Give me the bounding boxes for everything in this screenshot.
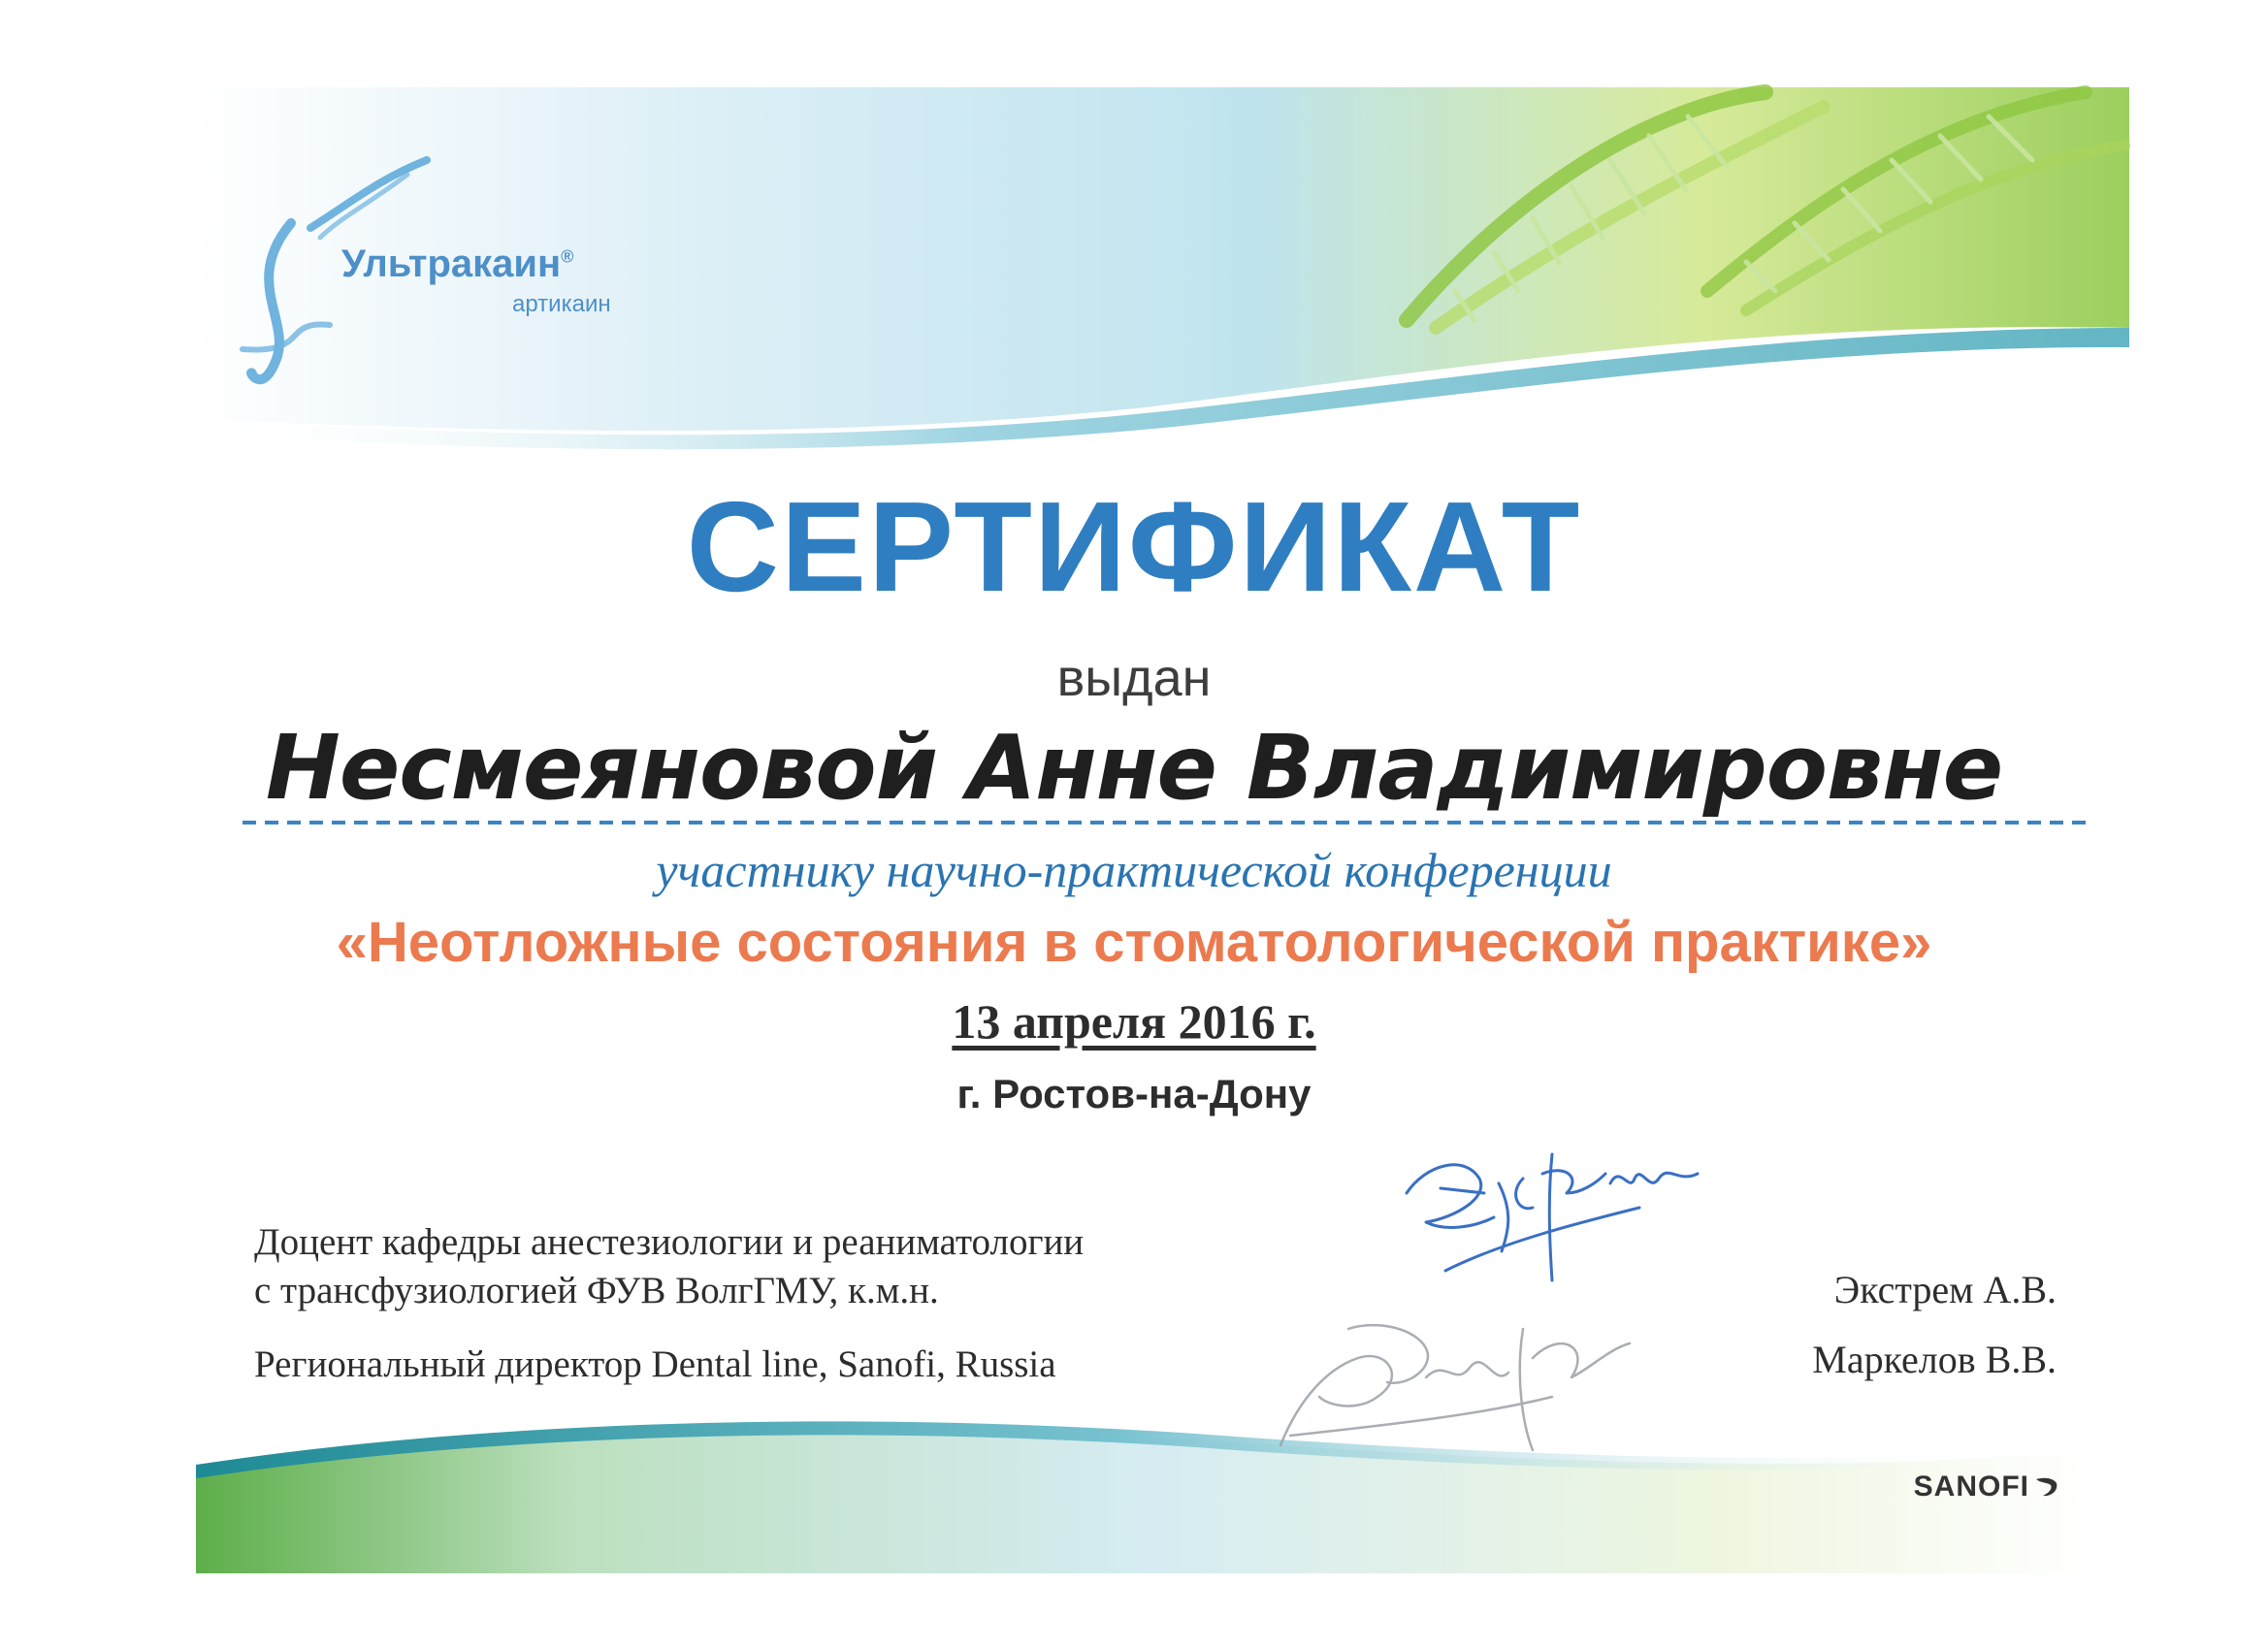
- participant-text: участнику научно-практической конференции: [656, 843, 1612, 897]
- signatory-1-name: Экстрем А.В.: [1833, 1268, 2057, 1311]
- event-city: г. Ростов-на-Дону: [956, 1071, 1312, 1116]
- signature-1-icon: [1387, 1125, 1717, 1300]
- issued-label: выдан: [1056, 649, 1212, 707]
- certificate-title: СЕРТИФИКАТ: [686, 475, 1582, 618]
- signatory-1-role-line-2: с трансфузиологией ФУВ ВолгГМУ, к.м.н.: [254, 1270, 939, 1311]
- signature-2-icon: [1261, 1290, 1727, 1465]
- sanofi-logo: SANOFI: [1914, 1471, 2058, 1504]
- event-date: 13 апреля 2016 г.: [952, 994, 1316, 1049]
- recipient-dashed-line: [243, 818, 2086, 827]
- signatory-2-role-line-1: Региональный директор Dental line, Sanofi, Russia: [254, 1343, 1056, 1385]
- top-banner-decoration: [0, 0, 2268, 466]
- bottom-banner-decoration: [0, 1397, 2268, 1649]
- conference-title: «Неотложные состояния в стоматологической практике»: [336, 911, 1932, 974]
- signatory-1-role-line-1: Доцент кафедры анестезиологии и реаниматологии: [254, 1221, 1085, 1263]
- brand-name: Ультракаин®: [341, 242, 574, 285]
- brand-generic-name: артикаин: [512, 291, 611, 317]
- signatory-2-name: Маркелов В.В.: [1812, 1338, 2057, 1381]
- recipient-name-handwritten: Несмеяновой Анне Владимировне: [265, 716, 2003, 820]
- sanofi-bird-icon: [2033, 1473, 2058, 1499]
